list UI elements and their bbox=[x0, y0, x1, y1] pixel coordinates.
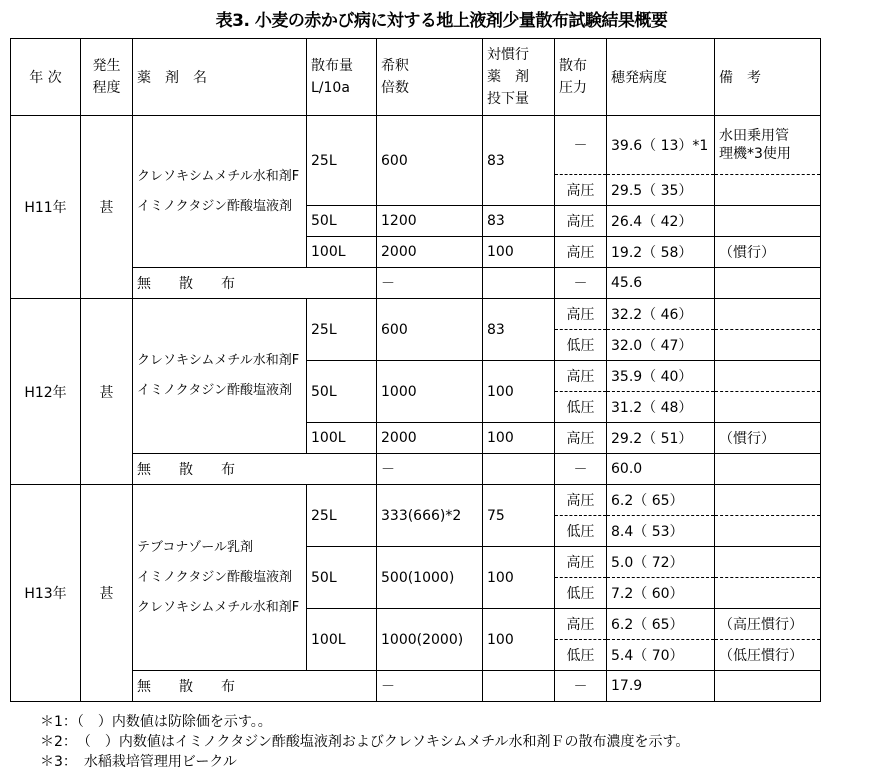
control-row: 無 散 布 － － 60.0 bbox=[11, 454, 821, 485]
table-row: 低圧 31.2（ 48） bbox=[11, 392, 821, 423]
table-row: 低圧 7.2（ 60） bbox=[11, 578, 821, 609]
occurrence-cell: 甚 bbox=[81, 485, 133, 702]
year-cell: H13年 bbox=[11, 485, 81, 702]
footnote: ＊3： 水稲栽培管理用ビークル bbox=[40, 754, 237, 770]
table-row: 低圧 5.4（ 70） （低圧慣行） bbox=[11, 640, 821, 671]
table-row: 100L 2000 100 高圧 29.2（ 51） （慣行） bbox=[11, 423, 821, 454]
table-title: 表3. 小麦の赤かび病に対する地上液剤少量散布試験結果概要 bbox=[215, 11, 668, 31]
footnotes bbox=[40, 712, 689, 772]
header-row bbox=[11, 39, 821, 116]
table-row: 低圧 8.4（ 53） bbox=[11, 516, 821, 547]
control-row: 無 散 布 － － 17.9 bbox=[11, 671, 821, 702]
control-row: 無 散 布 － － 45.6 bbox=[11, 268, 821, 299]
header-disease: 穂発病度 bbox=[607, 39, 715, 116]
year-cell: H12年 bbox=[11, 299, 81, 485]
header-dilution: 希釈 倍数 bbox=[377, 39, 483, 116]
table-row: 50L 1000 100 高圧 35.9（ 40） bbox=[11, 361, 821, 392]
chemical-cell: クレソキシムメチル水和剤F イミノクタジン酢酸塩液剤 bbox=[133, 116, 307, 268]
table-row: 100L 1000(2000) 100 高圧 6.2（ 65） （高圧慣行） bbox=[11, 609, 821, 640]
header-chemical: 薬 剤 名 bbox=[133, 39, 307, 116]
footnote: ＊1：（ ）内数値は防除価を示す。。 bbox=[40, 714, 272, 730]
remark-cell: 水田乗用管 理機*3使用 bbox=[715, 116, 821, 175]
chemical-cell: テブコナゾール乳剤 イミノクタジン酢酸塩液剤 クレソキシムメチル水和剤F bbox=[133, 485, 307, 671]
table-row: H12年 甚 クレソキシムメチル水和剤F イミノクタジン酢酸塩液剤 25L 600 83 高圧 32.2（ 46） bbox=[11, 299, 821, 330]
table-row: 高圧 29.5（ 35） bbox=[11, 175, 821, 206]
header-amount: 散布量 L/10a bbox=[307, 39, 377, 116]
table-row: H11年 甚 クレソキシムメチル水和剤F イミノクタジン酢酸塩液剤 25L 600 83 － 39.6（ 13）*1 水田乗用管 理機*3使用 bbox=[11, 116, 821, 175]
chemical-cell: クレソキシムメチル水和剤F イミノクタジン酢酸塩液剤 bbox=[133, 299, 307, 454]
table-row: 100L 2000 100 高圧 19.2（ 58） （慣行） bbox=[11, 237, 821, 268]
footnote: ＊2： （ ）内数値はイミノクタジン酢酸塩液剤およびクレソキシムメチル水和剤Ｆの散布濃度を示す。 bbox=[40, 734, 690, 750]
header-occurrence: 発生 程度 bbox=[81, 39, 133, 116]
occurrence-cell: 甚 bbox=[81, 116, 133, 299]
header-remarks: 備 考 bbox=[715, 39, 821, 116]
header-ratio: 対慣行 薬 剤 投下量 bbox=[483, 39, 555, 116]
table-row: H13年 甚 テブコナゾール乳剤 イミノクタジン酢酸塩液剤 クレソキシムメチル水和剤F 25L 333(666)*2 75 高圧 6.2（ 65） bbox=[11, 485, 821, 516]
table-row: 低圧 32.0（ 47） bbox=[11, 330, 821, 361]
header-year: 年 次 bbox=[11, 39, 81, 116]
results-table bbox=[10, 38, 821, 702]
header-pressure: 散布 圧力 bbox=[555, 39, 607, 116]
occurrence-cell: 甚 bbox=[81, 299, 133, 485]
table-row: 50L 500(1000) 100 高圧 5.0（ 72） bbox=[11, 547, 821, 578]
year-cell: H11年 bbox=[11, 116, 81, 299]
table-row: 50L 1200 83 高圧 26.4（ 42） bbox=[11, 206, 821, 237]
